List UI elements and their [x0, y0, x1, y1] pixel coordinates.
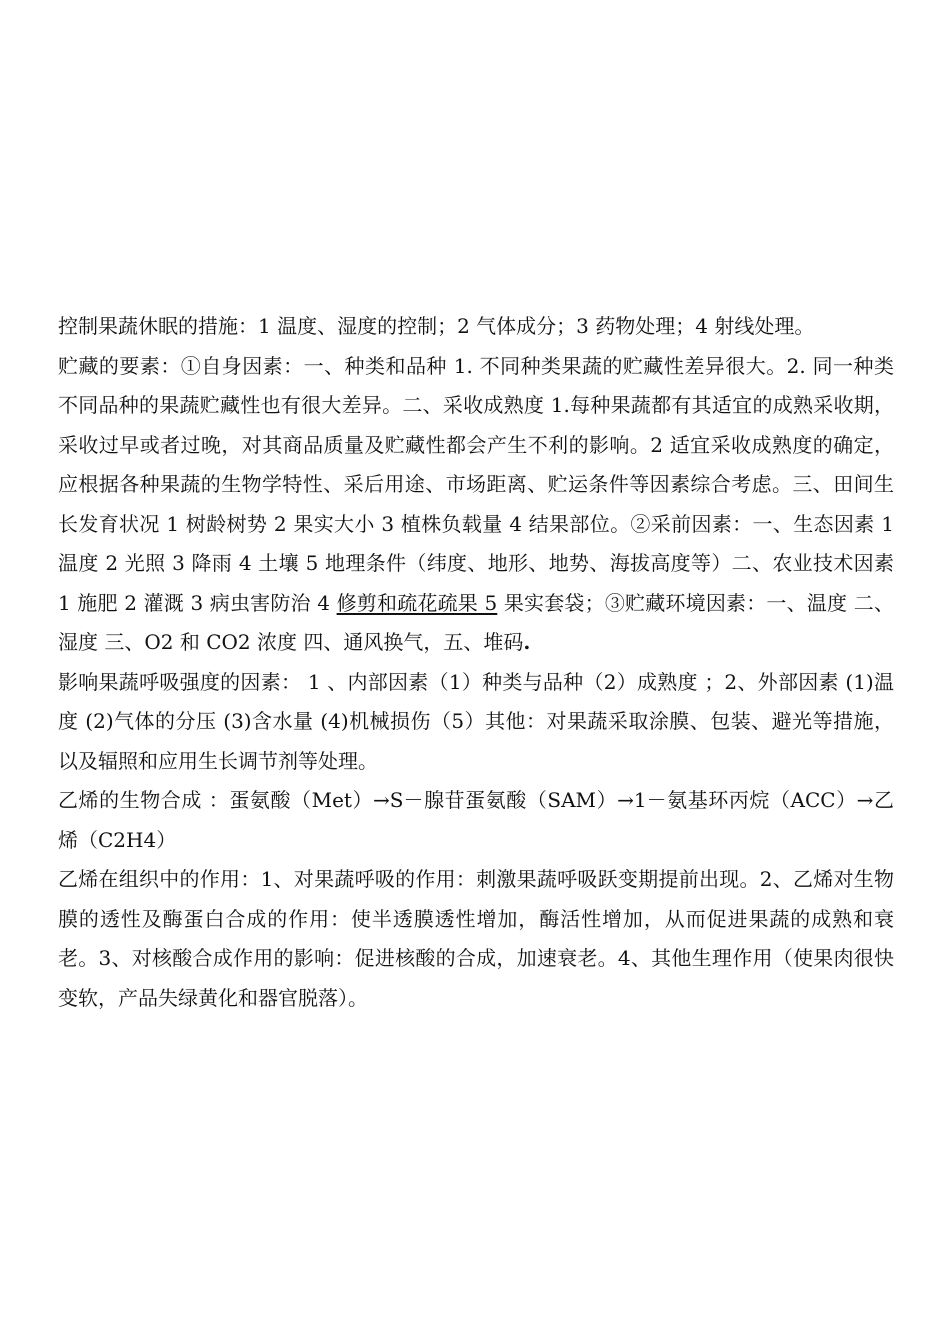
storage-factors-paragraph [58, 347, 894, 663]
document-page [58, 307, 894, 1018]
respiration-factors-paragraph: 影响果蔬呼吸强度的因素： 1 、内部因素（1）种类与品种（2）成熟度 ；2、外部因素 (1)温度 (2)气体的分压 (3)含水量 (4)机械损伤（5）其他：对果蔬采取涂膜、包装、避光等措施，以及辐照和应用生长调节剂等处理。 [58, 669, 894, 773]
dormancy-control-paragraph: 控制果蔬休眠的措施：1 温度、湿度的控制；2 气体成分；3 药物处理；4 射线处理。 [58, 314, 815, 338]
storage-factors-text-end: 果实套袋；③贮藏环境因素：一、温度 二、湿度 三、O2 和 CO2 浓度 四、通风换气，五、堆码 [58, 590, 894, 654]
bold-period: . [523, 630, 531, 654]
ethylene-effects-paragraph: 乙烯在组织中的作用：1、对果蔬呼吸的作用：刺激果蔬呼吸跃变期提前出现。2、乙烯对生物膜的透性及酶蛋白合成的作用：使半透膜透性增加，酶活性增加，从而促进果蔬的成熟和衰老。3、对核酸合成作用的影响：促进核酸的合成，加速衰老。4、其他生理作用（使果肉很快变软，产品失绿黄化和器官脱落）。 [58, 867, 894, 1010]
ethylene-synthesis-paragraph: 乙烯的生物合成 ：蛋氨酸（Met）→S－腺苷蛋氨酸（SAM）→1－氨基环丙烷（ACC）→乙烯（C2H4） [58, 788, 894, 852]
storage-factors-text: 贮藏的要素：①自身因素：一、种类和品种 1. 不同种类果蔬的贮藏性差异很大。2. 同一种类不同品种的果蔬贮藏性也有很大差异。二、采收成熟度 1.每种果蔬都有其适宜的成熟采收期，采收过早或者过晚，对其商品质量及贮藏性都会产生不利的影响。2 适宜采收成熟度的确定，应根据各种果蔬的生物学特性、采后用途、市场距离、贮运条件等因素综合考虑。三、田间生长发育状况 1 树龄树势 2 果实大小 3 植株负载量 4 结果部位。②采前因素：一、生态因素 1 温度 2 光照 3 降雨 4 土壤 5 地理条件（纬度、地形、地势、海拔高度等）二、农业技术因素 1 施肥 2 灌溉 3 病虫害防治 4 [58, 353, 894, 615]
pruning-underlined-text: 修剪和疏花疏果 5 [336, 590, 498, 615]
